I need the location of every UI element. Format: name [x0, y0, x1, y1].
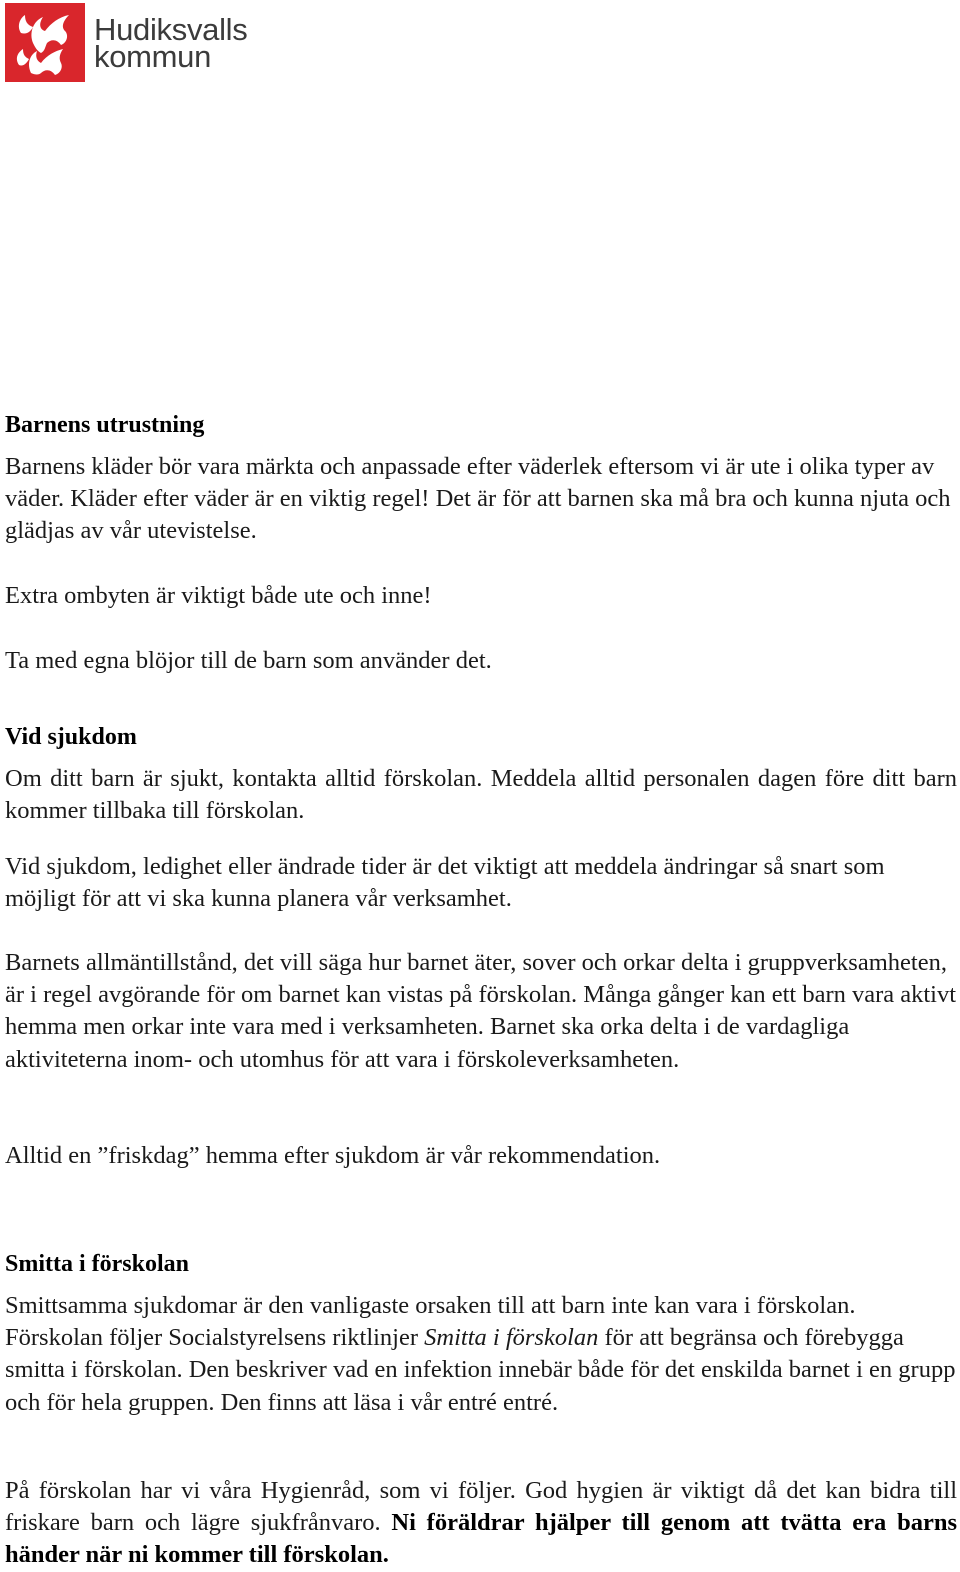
paragraph-smitta-1-text-a: Smittsamma sjukdomar är den vanligaste orsaken till att barn inte kan vara i förskolan. Förskolan följer Socialstyrelsens riktlinjer: [5, 1292, 856, 1352]
heading-smitta-i-forskolan: Smitta i förskolan: [5, 1251, 190, 1277]
logo-line-1: Hudiksvalls: [94, 11, 248, 47]
paragraph-smitta-2-bold: Ni föräldrar hjälper till genom att tvätta era barns händer när ni kommer till förskolan.: [5, 1509, 957, 1569]
logo-line-2: kommun: [94, 38, 212, 74]
paragraph-smitta-2-text: På förskolan har vi våra Hygienråd, som vi följer. God hygien är viktigt då det kan bidra till friskare barn och lägre sjukfrånvaro.: [5, 1477, 957, 1537]
heading-barnens-utrustning: Barnens utrustning: [5, 412, 205, 438]
paragraph-utrustning-2: Extra ombyten är viktigt både ute och inne!: [5, 582, 432, 609]
paragraph-utrustning-3: Ta med egna blöjor till de barn som använder det.: [5, 647, 492, 674]
paragraph-smitta-1-text-b: för att begränsa och förebygga smitta i förskolan. Den beskriver vad en infektion innebär både för det enskilda barnet i en grupp och för hela gruppen. Den finns att läsa i vår entré entré.: [5, 1324, 956, 1416]
logo-wordmark: [94, 11, 248, 74]
paragraph-utrustning-1: Barnens kläder bör vara märkta och anpassade efter väderlek eftersom vi är ute i olika typer av väder. Kläder efter väder är en viktig regel! Det är för att barnen ska må bra och kunna njuta och glädjas av vår utevistelse.: [5, 453, 951, 545]
paragraph-sjukdom-3: Barnets allmäntillstånd, det vill säga hur barnet äter, sover och orkar delta i gruppverksamheten, är i regel avgörande för om barnet kan vistas på förskolan. Många gånger kan ett barn vara aktivt hemma men orkar inte vara med i verksamheten. Barnet ska orka delta i de vardagliga aktiviteterna inom- och utomhus för att vara i förskoleverksamheten.: [5, 949, 957, 1073]
paragraph-smitta-1: [5, 1290, 957, 1419]
paragraph-sjukdom-1: Om ditt barn är sjukt, kontakta alltid förskolan. Meddela alltid personalen dagen före ditt barn kommer tillbaka till förskolan.: [5, 765, 957, 825]
paragraph-smitta-2: [5, 1475, 957, 1572]
hudiksvalls-logo: [5, 3, 247, 82]
paragraph-smitta-1-italic: Smitta i förskolan: [424, 1324, 599, 1352]
goat-emblem-icon: [5, 3, 85, 82]
paragraph-sjukdom-4: Alltid en ”friskdag” hemma efter sjukdom är vår rekommendation.: [5, 1142, 661, 1169]
paragraph-sjukdom-2: Vid sjukdom, ledighet eller ändrade tider är det viktigt att meddela ändringar så snart som möjligt för att vi ska kunna planera vår verksamhet.: [5, 853, 885, 913]
heading-vid-sjukdom: Vid sjukdom: [5, 724, 137, 750]
